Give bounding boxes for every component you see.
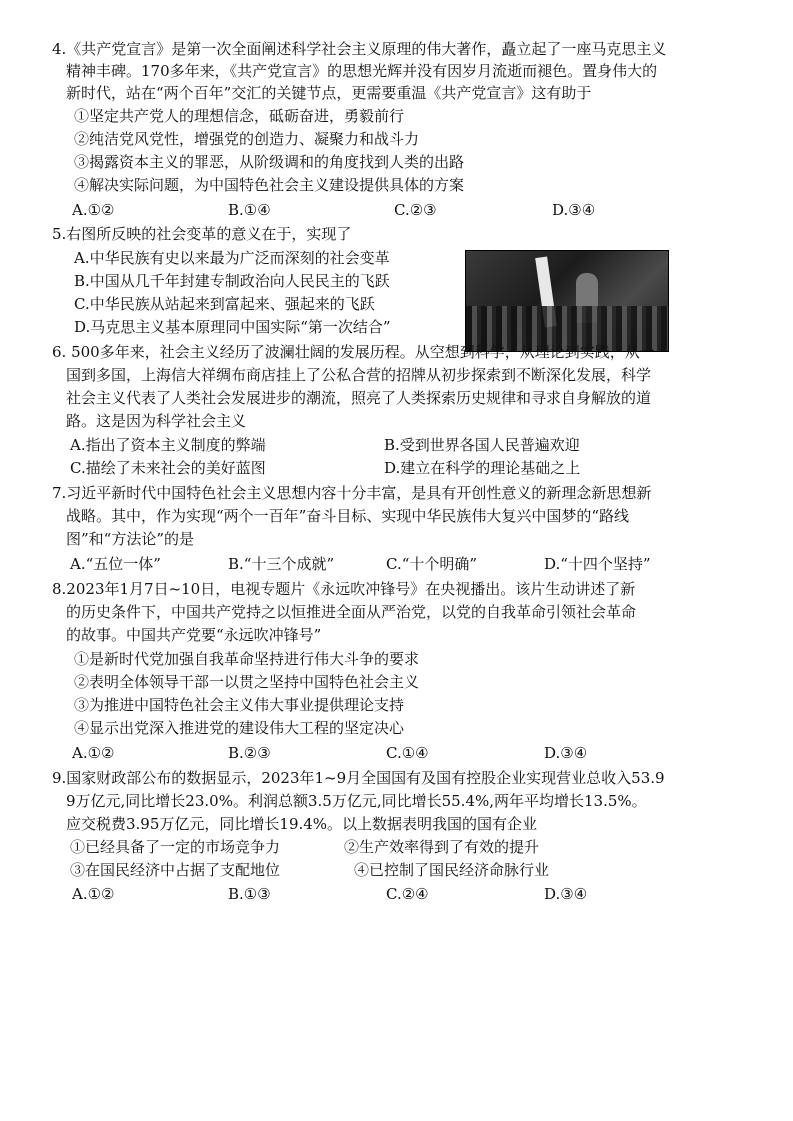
q8-item-3: ③为推进中国特色社会主义伟大事业提供理论支持 xyxy=(74,696,405,714)
q7-stem-line-1: 7.习近平新时代中国特色社会主义思想内容十分丰富，是具有开创性意义的新理念新思想新 xyxy=(52,484,652,502)
q4-item-3: ③揭露资本主义的罪恶，从阶级调和的角度找到人类的出路 xyxy=(74,153,465,171)
q4-option-a[interactable]: A.①② xyxy=(72,201,115,219)
q9-option-b[interactable]: B.①③ xyxy=(228,885,271,903)
q4-stem-line-1: 4.《共产党宣言》是第一次全面阐述科学社会主义原理的伟大著作，矗立起了一座马克思主义 xyxy=(52,40,667,58)
q6-stem-line-3: 社会主义代表了人类社会发展进步的潮流，照亮了人类探索历史规律和寻求自身解放的道 xyxy=(66,389,652,407)
q9-stem-line-2: 9万亿元,同比增长23.0%。利润总额3.5万亿元,同比增长55.4%,两年平均增长13.5%。 xyxy=(66,792,647,810)
q9-item-3: ③在国民经济中占据了支配地位 xyxy=(70,861,281,879)
q4-item-2: ②纯洁党风党性，增强党的创造力、凝聚力和战斗力 xyxy=(74,130,420,148)
q8-option-d[interactable]: D.③④ xyxy=(544,744,588,762)
q4-option-b[interactable]: B.①④ xyxy=(228,201,271,219)
q8-item-2: ②表明全体领导干部一以贯之坚持中国特色社会主义 xyxy=(74,673,420,691)
q6-option-a[interactable]: A.指出了资本主义制度的弊端 xyxy=(70,436,266,454)
q8-option-b[interactable]: B.②③ xyxy=(228,744,271,762)
q8-item-1: ①是新时代党加强自我革命坚持进行伟大斗争的要求 xyxy=(74,650,420,668)
historical-photo xyxy=(465,250,669,352)
q8-option-c[interactable]: C.①④ xyxy=(386,744,429,762)
q4-stem-line-3: 新时代，站在“两个百年”交汇的关键节点，更需要重温《共产党宣言》这有助于 xyxy=(66,84,592,102)
q9-stem-line-1: 9.国家财政部公布的数据显示，2023年1~9月全国国有及国有控股企业实现营业总收入53.9 xyxy=(52,769,665,787)
q5-option-c[interactable]: C.中华民族从站起来到富起来、强起来的飞跃 xyxy=(74,295,375,313)
q6-option-d[interactable]: D.建立在科学的理论基础之上 xyxy=(384,459,581,477)
q8-item-4: ④显示出党深入推进党的建设伟大工程的坚定决心 xyxy=(74,719,405,737)
q9-stem-line-3: 应交税费3.95万亿元，同比增长19.4%。以上数据表明我国的国有企业 xyxy=(66,815,538,833)
q7-option-c[interactable]: C.“十个明确” xyxy=(386,555,478,573)
q9-item-4: ④已控制了国民经济命脉行业 xyxy=(354,861,550,879)
q9-option-d[interactable]: D.③④ xyxy=(544,885,588,903)
q8-stem-line-2: 的历史条件下，中国共产党持之以恒推进全面从严治党，以党的自我革命引领社会革命 xyxy=(66,603,637,621)
q5-stem: 5.右图所反映的社会变革的意义在于，实现了 xyxy=(52,225,352,243)
q4-option-d[interactable]: D.③④ xyxy=(552,201,596,219)
q7-stem-line-2: 战略。其中，作为实现“两个一百年”奋斗目标、实现中华民族伟大复兴中国梦的“路线 xyxy=(66,507,630,525)
q4-item-1: ①坚定共产党人的理想信念，砥砺奋进，勇毅前行 xyxy=(74,107,405,125)
q4-stem-line-2: 精神丰碑。170多年来，《共产党宣言》的思想光辉并没有因岁月流逝而褪色。置身伟大的 xyxy=(66,62,658,80)
q8-stem-line-3: 的故事。中国共产党要“永远吹冲锋号” xyxy=(66,626,322,644)
q9-item-1: ①已经具备了一定的市场竞争力 xyxy=(70,838,281,856)
q6-stem-line-1: 6. 500多年来，社会主义经历了波澜壮阔的发展历程。从空想到科学，从理论到实践，从一 xyxy=(52,343,655,361)
q5-option-a[interactable]: A.中华民族有史以来最为广泛而深刻的社会变革 xyxy=(74,249,390,267)
q8-option-a[interactable]: A.①② xyxy=(72,744,115,762)
q6-stem-line-4: 路。这是因为科学社会主义 xyxy=(66,412,247,430)
q5-option-b[interactable]: B.中国从几千年封建专制政治向人民民主的飞跃 xyxy=(74,272,390,290)
q8-stem-line-1: 8.2023年1月7日~10日，电视专题片《永远吹冲锋号》在央视播出。该片生动讲述了新 xyxy=(52,580,636,598)
q9-option-a[interactable]: A.①② xyxy=(72,885,115,903)
q7-stem-line-3: 图”和“方法论”的是 xyxy=(66,530,195,548)
q4-option-c[interactable]: C.②③ xyxy=(394,201,437,219)
q7-option-a[interactable]: A.“五位一体” xyxy=(70,555,161,573)
q7-option-b[interactable]: B.“十三个成就” xyxy=(228,555,335,573)
q6-option-c[interactable]: C.描绘了未来社会的美好蓝图 xyxy=(70,459,266,477)
q4-item-4: ④解决实际问题，为中国特色社会主义建设提供具体的方案 xyxy=(74,176,465,194)
q9-option-c[interactable]: C.②④ xyxy=(386,885,429,903)
q5-option-d[interactable]: D.马克思主义基本原理同中国实际“第一次结合” xyxy=(74,318,391,336)
q6-stem-line-2: 国到多国，上海信大祥绸布商店挂上了公私合营的招牌从初步探索到不断深化发展，科学 xyxy=(66,366,652,384)
q9-item-2: ②生产效率得到了有效的提升 xyxy=(344,838,540,856)
q6-option-b[interactable]: B.受到世界各国人民普遍欢迎 xyxy=(384,436,580,454)
q7-option-d[interactable]: D.“十四个坚持” xyxy=(544,555,651,573)
